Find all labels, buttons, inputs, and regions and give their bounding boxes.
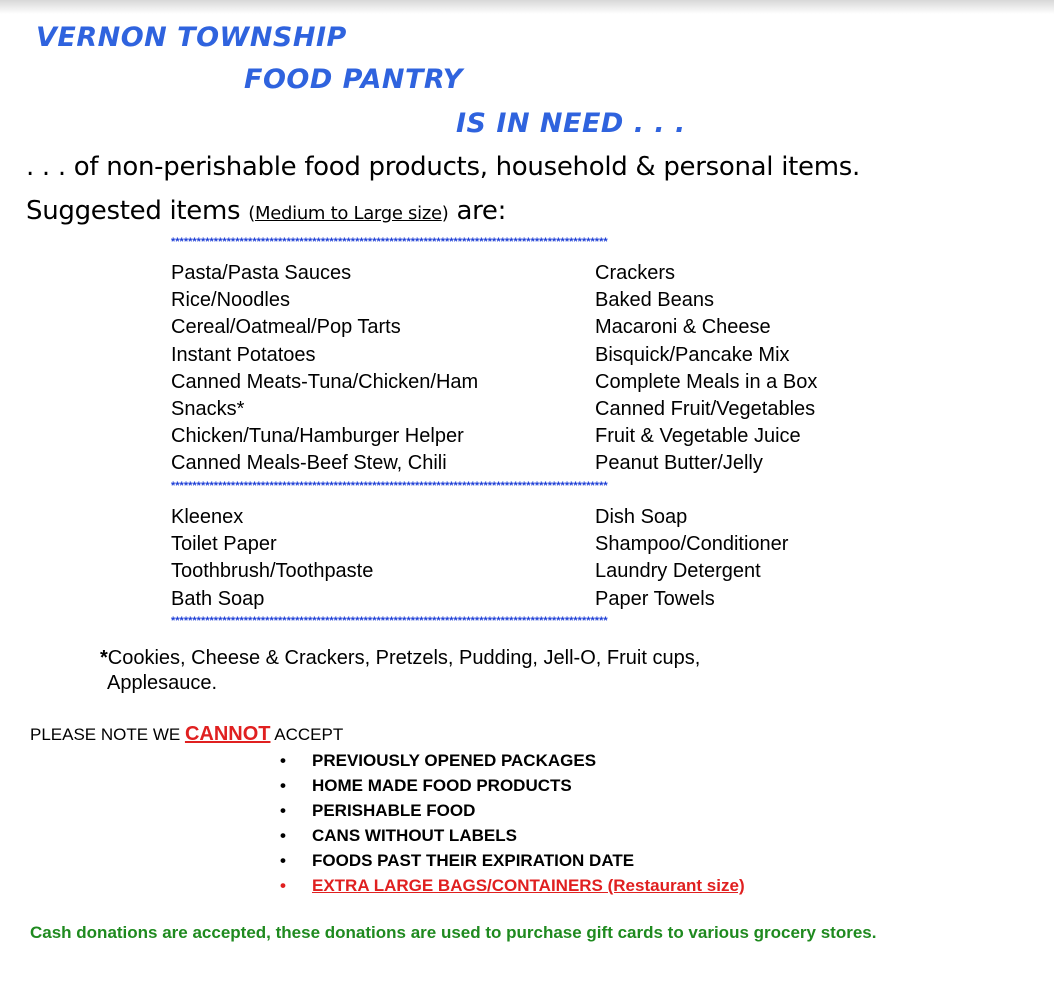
bullet-icon: • bbox=[280, 801, 286, 820]
bullet-icon: • bbox=[280, 826, 286, 845]
food-items-left bbox=[171, 260, 478, 478]
list-item: Peanut Butter/Jelly bbox=[595, 452, 763, 475]
list-item: • CANS WITHOUT LABELS bbox=[280, 823, 745, 848]
bullet-icon: • bbox=[280, 776, 286, 795]
paren-open: ( bbox=[248, 203, 255, 224]
list-item: Baked Beans bbox=[595, 289, 714, 312]
cannot-accept-note bbox=[30, 723, 343, 746]
heading-line-3: IS IN NEED . . . bbox=[456, 108, 686, 139]
list-item: • EXTRA LARGE BAGS/CONTAINERS (Restaurant size) bbox=[280, 873, 745, 898]
list-item: Crackers bbox=[595, 262, 676, 284]
heading-line-2: FOOD PANTRY bbox=[244, 64, 463, 95]
list-item: Laundry Detergent bbox=[595, 560, 761, 583]
list-item: Shampoo/Conditioner bbox=[595, 533, 789, 556]
separator-top: ****************************************************************************************************** bbox=[171, 236, 608, 248]
list-item: Canned Fruit/Vegetables bbox=[595, 397, 816, 420]
list-item: Paper Towels bbox=[595, 587, 715, 610]
intro-text: . . . of non-perishable food products, household & personal items. bbox=[26, 152, 860, 182]
list-item: • PERISHABLE FOOD bbox=[280, 798, 745, 823]
list-item: Bath Soap bbox=[171, 587, 265, 610]
suggested-suffix: are: bbox=[448, 196, 507, 226]
suggested-items-heading bbox=[26, 196, 506, 226]
household-items-left bbox=[171, 504, 373, 613]
list-item: Cereal/Oatmeal/Pop Tarts bbox=[171, 316, 401, 339]
list-item: Macaroni & Cheese bbox=[595, 316, 771, 339]
bullet-icon: • bbox=[280, 751, 286, 770]
list-item: Rice/Noodles bbox=[171, 289, 290, 312]
list-item: Instant Potatoes bbox=[171, 343, 316, 366]
list-item: Complete Meals in a Box bbox=[595, 370, 818, 393]
list-item: Pasta/Pasta Sauces bbox=[171, 262, 352, 284]
list-item: • HOME MADE FOOD PRODUCTS bbox=[280, 773, 745, 798]
list-item: Canned Meats-Tuna/Chicken/Ham bbox=[171, 370, 479, 393]
not-accepted-list bbox=[280, 748, 745, 898]
footnote-line-2: Applesauce. bbox=[107, 672, 218, 694]
household-items-right bbox=[595, 504, 788, 613]
list-item: Canned Meals-Beef Stew, Chili bbox=[171, 452, 447, 475]
footnote-line-1: Cookies, Cheese & Crackers, Pretzels, Pudding, Jell-O, Fruit cups, bbox=[107, 647, 701, 669]
list-item: Chicken/Tuna/Hamburger Helper bbox=[171, 425, 464, 448]
list-item: • FOODS PAST THEIR EXPIRATION DATE bbox=[280, 848, 745, 873]
food-items-right bbox=[595, 260, 817, 478]
separator-middle: ****************************************************************************************************** bbox=[171, 480, 608, 492]
list-item: Toilet Paper bbox=[171, 533, 277, 556]
separator-bottom: ****************************************************************************************************** bbox=[171, 615, 608, 627]
list-item: Toothbrush/Toothpaste bbox=[171, 560, 374, 583]
cannot-emphasis: CANNOT bbox=[184, 723, 271, 745]
heading-line-1: VERNON TOWNSHIP bbox=[36, 22, 347, 53]
size-note: Medium to Large size bbox=[254, 203, 442, 224]
top-bar bbox=[0, 0, 1054, 14]
bullet-icon: • bbox=[280, 876, 286, 895]
footnote-asterisk: * bbox=[100, 647, 108, 669]
list-item: Fruit & Vegetable Juice bbox=[595, 425, 801, 448]
note-suffix: ACCEPT bbox=[270, 725, 344, 744]
snacks-footnote bbox=[100, 646, 860, 696]
list-item: Snacks* bbox=[171, 397, 245, 420]
bullet-icon: • bbox=[280, 851, 286, 870]
cash-donation-note: Cash donations are accepted, these donations are used to purchase gift cards to various grocery stores. bbox=[30, 923, 877, 942]
suggested-prefix: Suggested items bbox=[26, 196, 249, 226]
list-item: Kleenex bbox=[171, 506, 244, 528]
note-prefix: PLEASE NOTE WE bbox=[30, 725, 185, 744]
list-item: • PREVIOUSLY OPENED PACKAGES bbox=[280, 748, 745, 773]
paren-close: ) bbox=[441, 203, 449, 224]
list-item: Bisquick/Pancake Mix bbox=[595, 343, 790, 366]
list-item: Dish Soap bbox=[595, 506, 688, 528]
